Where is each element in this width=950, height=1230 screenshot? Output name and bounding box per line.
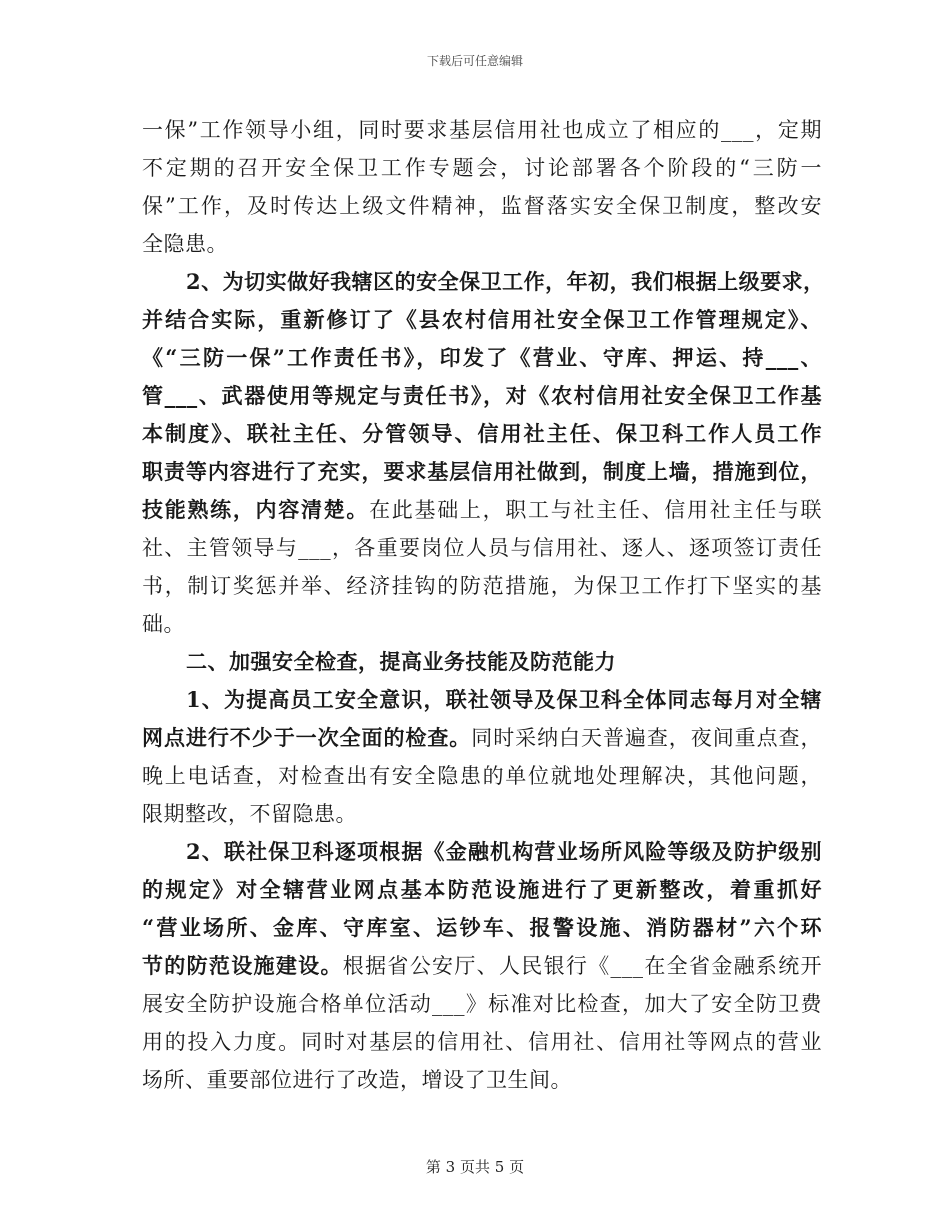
text-segment: 限期整改，不留隐患。 xyxy=(142,802,357,826)
text-segment: 础。 xyxy=(142,612,185,636)
text-line xyxy=(142,454,822,492)
text-segment: 在此基础上，职工与社主任、信用社主任与联 xyxy=(369,498,823,522)
text-segment: 1、为提高员工安全意识，联社领导及保卫科全体同志每月对全辖 xyxy=(186,687,822,712)
document-body xyxy=(142,112,825,1100)
text-segment: 管___、武器使用等规定与责任书》，对《农村信用社安全保卫工作基 xyxy=(142,383,822,408)
text-line xyxy=(142,378,822,416)
text-line xyxy=(142,834,822,872)
page-footer: 第 3 页共 5 页 xyxy=(425,1158,525,1176)
text-segment: 本制度》、联社主任、分管领导、信用社主任、保卫科工作人员工作 xyxy=(142,421,822,446)
text-line xyxy=(142,910,822,948)
text-line xyxy=(142,986,822,1024)
text-line xyxy=(142,340,822,378)
text-line xyxy=(142,720,822,758)
text-line xyxy=(142,796,822,834)
text-line xyxy=(142,644,822,682)
text-segment: 保”工作，及时传达上级文件精神，监督落实安全保卫制度，整改安 xyxy=(142,194,822,218)
text-line xyxy=(142,188,822,226)
text-segment: “营业场所、金库、守库室、运钞车、报警设施、消防器材”六个环 xyxy=(142,915,822,940)
text-segment: 并结合实际，重新修订了《县农村信用社安全保卫工作管理规定》、 xyxy=(142,307,822,332)
text-segment: 网点进行不少于一次全面的检查。 xyxy=(142,725,472,750)
text-segment: 全隐患。 xyxy=(142,232,228,256)
text-line xyxy=(142,682,822,720)
text-line xyxy=(142,530,822,568)
text-line xyxy=(142,302,822,340)
text-line xyxy=(142,1024,822,1062)
text-line xyxy=(142,872,822,910)
text-segment: 场所、重要部位进行了改造，增设了卫生间。 xyxy=(142,1068,572,1092)
text-segment: 职责等内容进行了充实，要求基层信用社做到，制度上墙，措施到位， xyxy=(142,459,822,484)
text-segment: 节的防范设施建设。 xyxy=(142,953,343,978)
text-segment: 社、主管领导与___，各重要岗位人员与信用社、逐人、逐项签订责任 xyxy=(142,536,822,560)
text-line xyxy=(142,758,822,796)
text-segment: 技能熟练，内容清楚。 xyxy=(142,497,370,522)
text-segment: 根据省公安厅、人民银行《___在全省金融系统开 xyxy=(342,954,823,978)
text-segment: 《“三防一保”工作责任书》，印发了《营业、守库、押运、持___、 xyxy=(142,345,822,370)
text-segment: 2、为切实做好我辖区的安全保卫工作，年初，我们根据上级要求， xyxy=(186,269,825,294)
text-line xyxy=(142,948,822,986)
text-segment: 同时采纳白天普遍查，夜间重点查， xyxy=(471,726,822,750)
text-line xyxy=(142,112,822,150)
text-segment: 不定期的召开安全保卫工作专题会，讨论部署各个阶段的“三防一 xyxy=(142,156,822,180)
text-line xyxy=(142,1062,822,1100)
text-segment: 书，制订奖惩并举、经济挂钩的防范措施，为保卫工作打下坚实的基 xyxy=(142,574,822,598)
text-segment: 的规定》对全辖营业网点基本防范设施进行了更新整改，着重抓好 xyxy=(142,877,822,902)
text-line xyxy=(142,416,822,454)
text-line xyxy=(142,264,825,302)
text-segment: 二、加强安全检查，提高业务技能及防范能力 xyxy=(186,649,616,674)
text-line xyxy=(142,606,822,644)
text-line xyxy=(142,226,822,264)
page-header: 下载后可任意编辑 xyxy=(426,54,523,68)
text-line xyxy=(142,492,822,530)
text-segment: 用的投入力度。同时对基层的信用社、信用社、信用社等网点的营业 xyxy=(142,1030,822,1054)
text-segment: 一保”工作领导小组，同时要求基层信用社也成立了相应的___，定期 xyxy=(142,118,822,142)
text-segment: 晚上电话查，对检查出有安全隐患的单位就地处理解决，其他问题， xyxy=(142,764,822,788)
text-segment: 展安全防护设施合格单位活动___》标准对比检查，加大了安全防卫费 xyxy=(142,992,822,1016)
text-line xyxy=(142,150,822,188)
text-segment: 2、联社保卫科逐项根据《金融机构营业场所风险等级及防护级别 xyxy=(186,839,822,864)
text-line xyxy=(142,568,822,606)
